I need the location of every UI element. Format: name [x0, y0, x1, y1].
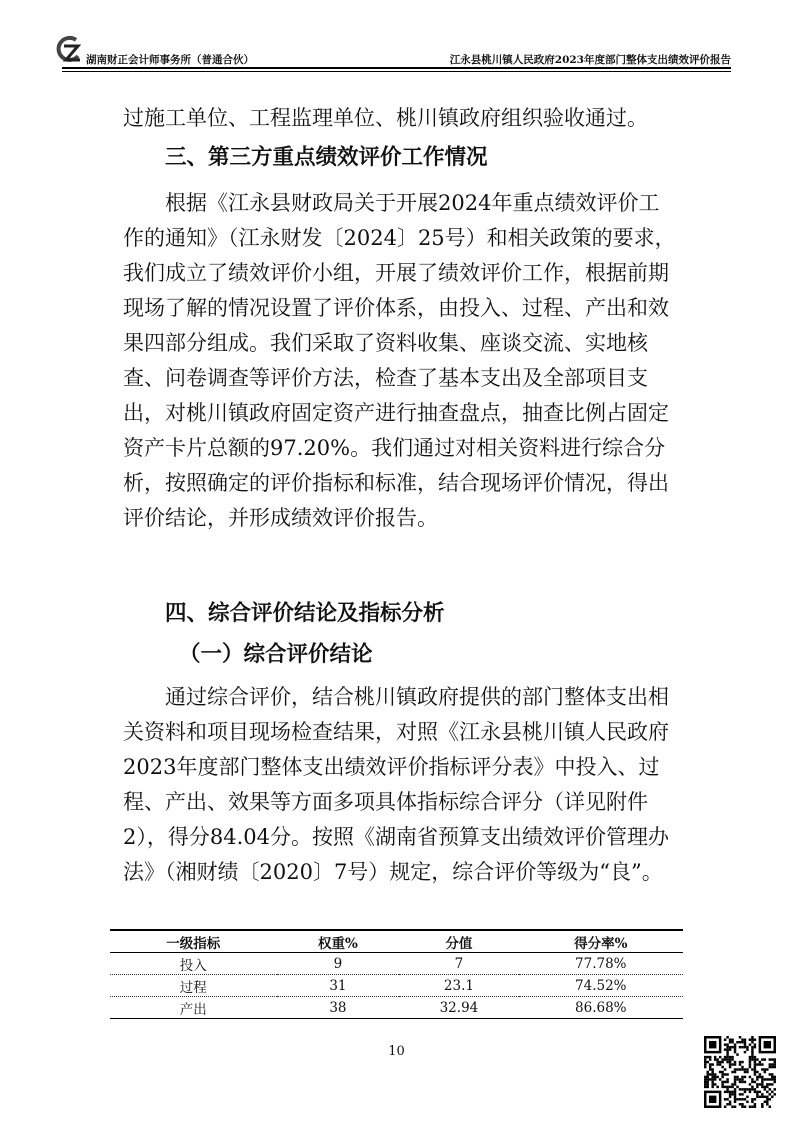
table-cell: 7: [454, 955, 464, 972]
page-number: 10: [388, 1044, 405, 1059]
table-row: [110, 953, 683, 975]
table-cell: 74.52%: [575, 977, 627, 994]
table-cell: 86.68%: [575, 999, 627, 1016]
score-table: [110, 929, 683, 1019]
col-header: 分值: [445, 935, 473, 952]
table-cell: 9: [333, 955, 343, 972]
table-cell: 32.94: [439, 999, 479, 1016]
table-row: [110, 997, 683, 1019]
firm-name: 湖南财正会计师事务所（普通合伙）: [86, 54, 254, 66]
col-header: 一级指标: [166, 935, 221, 952]
section-heading-4: 四、综合评价结论及指标分析: [165, 601, 445, 626]
table-cell: 产出: [179, 1001, 207, 1018]
header-rule-thin: [62, 71, 731, 72]
table-header-row: [110, 930, 683, 953]
paragraph-conclusion: 通过综合评价，结合桃川镇政府提供的部门整体支出相关资料和项目现场检查结果，对照《江永县桃川镇人民政府2023年度部门整体支出绩效评价指标评分表》中投入、过程、产出、效果等方面多项具体指标综合评分（详见附件2），得分84.04分。按照《湖南省预算支出绩效评价管理办法》（湘财绩〔2020〕7号）规定，综合评价等级为“良”。: [123, 685, 669, 884]
table-cell: 31: [329, 977, 347, 994]
paragraph-evaluation-work: 根据《江永县财政局关于开展2024年重点绩效评价工作的通知》（江永财发〔2024〕25号）和相关政策的要求，我们成立了绩效评价小组，开展了绩效评价工作，根据前期现场了解的情况设置了评价体系，由投入、过程、产出和效果四部分组成。我们采取了资料收集、座谈交流、实地核查、问卷调查等评价方法，检查了基本支出及全部项目支出，对桃川镇政府固定资产进行抽查盘点，抽查比例占固定资产卡片总额的97.20%。我们通过对相关资料进行综合分析，按照确定的评价指标和标准，结合现场评价情况，得出评价结论，并形成绩效评价报告。: [123, 191, 676, 530]
table-cell: 过程: [179, 979, 207, 996]
paragraph-continuation: 过施工单位、工程监理单位、桃川镇政府组织验收通过。: [123, 106, 648, 130]
table-row: [110, 975, 683, 997]
col-header: 得分率%: [574, 935, 628, 952]
table-cell: 投入: [179, 957, 207, 974]
header-rule: [62, 67, 731, 69]
table-cell: 38: [329, 999, 347, 1016]
report-title: 江永县桃川镇人民政府2023年度部门整体支出绩效评价报告: [449, 54, 731, 66]
col-header: 权重%: [318, 935, 358, 952]
firm-logo-icon: [54, 32, 86, 66]
qr-code-icon: [704, 1036, 776, 1108]
table-cell: 77.78%: [575, 955, 627, 972]
subsection-heading-1: （一）综合评价结论: [179, 642, 373, 667]
table-cell: 23.1: [443, 977, 474, 994]
section-heading-3: 三、第三方重点绩效评价工作情况: [165, 145, 488, 170]
